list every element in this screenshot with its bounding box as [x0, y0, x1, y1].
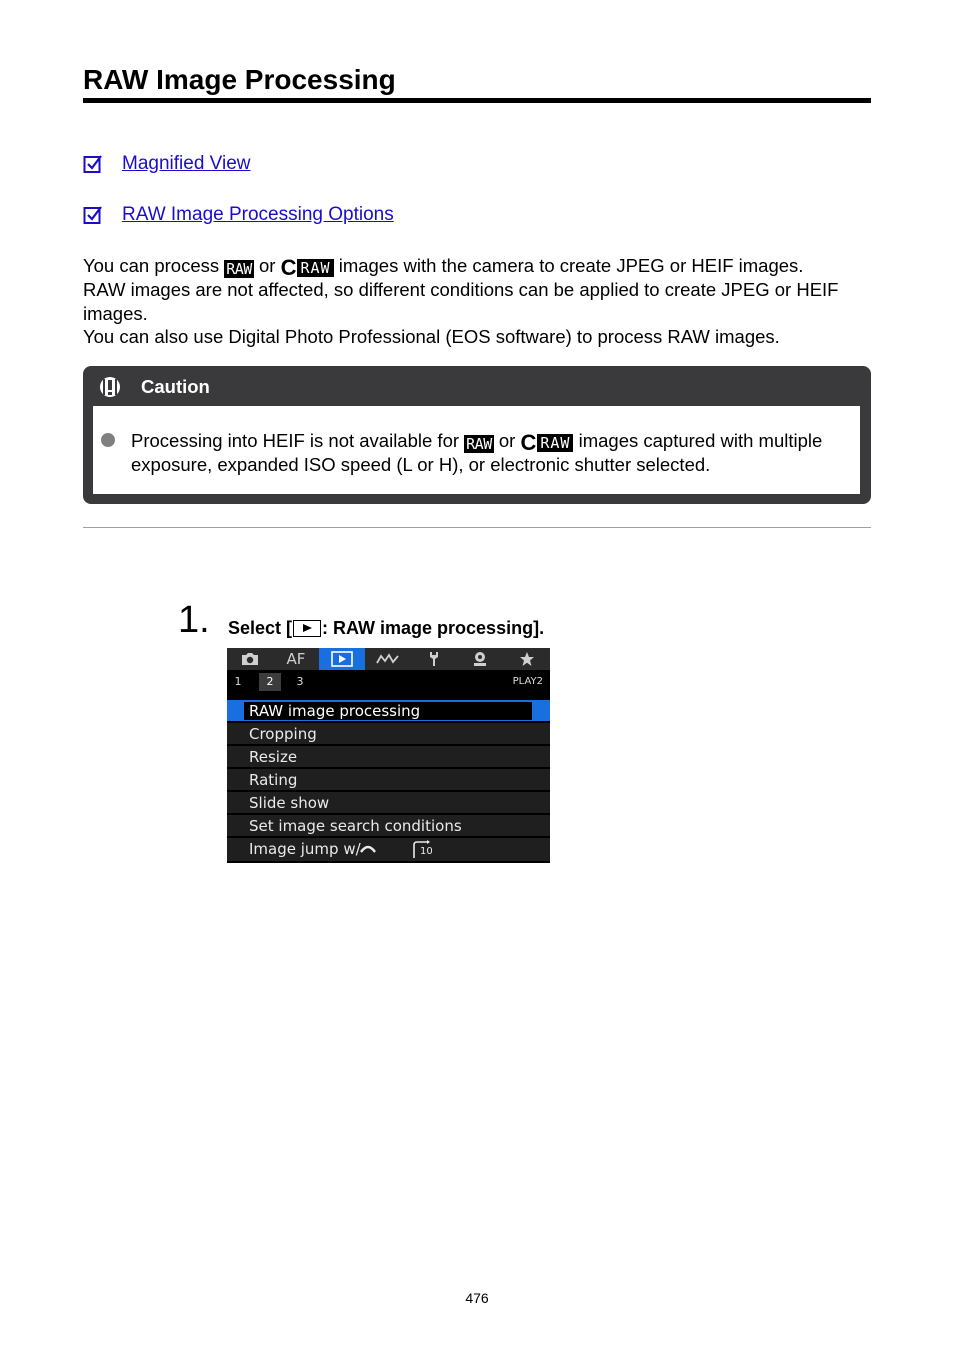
wrench-icon — [427, 651, 441, 667]
link-row-magnified-view — [83, 152, 251, 176]
tab-custom-functions[interactable] — [457, 648, 503, 670]
bullet-icon — [101, 433, 115, 447]
menu-subtab-bar — [227, 670, 550, 694]
tab-af[interactable]: AF — [286, 650, 306, 668]
menu-item-rating[interactable]: Rating — [227, 768, 550, 790]
setup-icon — [471, 651, 489, 667]
checkbox-link-icon — [83, 154, 103, 174]
custom-icon — [376, 653, 400, 665]
tab-setup[interactable] — [411, 648, 457, 670]
page-number: 476 — [465, 1290, 489, 1306]
subtab-2[interactable]: 2 — [259, 673, 281, 691]
raw-icon: RAW — [466, 435, 492, 453]
menu-item-image-search[interactable]: Set image search conditions — [227, 814, 550, 836]
link-magnified-view[interactable]: Magnified View — [122, 153, 251, 174]
dial-icon — [360, 844, 376, 854]
menu-item-cropping[interactable]: Cropping — [227, 722, 550, 744]
step-instruction: Select [ : RAW image processing]. — [228, 618, 545, 638]
menu-item-slide-show[interactable]: Slide show — [227, 791, 550, 813]
caution-text: Processing into HEIF is not available for RAW or C RAW images captured with multiple exposure, expanded ISO speed (L or H), or electronic shutter selected. — [131, 430, 823, 475]
jump-value: 10 — [420, 846, 433, 857]
intro-paragraph — [83, 254, 883, 349]
subtab-1[interactable]: 1 — [234, 675, 242, 688]
caution-icon — [99, 376, 121, 398]
caution-box — [83, 366, 871, 504]
caution-body — [93, 406, 860, 494]
raw-icon: RAW — [226, 260, 252, 278]
caution-header — [99, 375, 210, 399]
divider — [83, 527, 871, 528]
playback-icon — [293, 620, 321, 637]
link-row-raw-options — [83, 203, 394, 227]
page-title: RAW Image Processing — [83, 62, 871, 103]
checkbox-link-icon — [83, 205, 103, 225]
intro-text: RAW images are not affected, so different conditions can be applied to create JPEG or HEIF images. — [83, 279, 839, 324]
subtab-3[interactable]: 3 — [296, 675, 304, 688]
star-icon — [519, 651, 535, 667]
link-raw-processing-options[interactable]: RAW Image Processing Options — [122, 204, 394, 225]
intro-text: or — [253, 255, 281, 276]
craw-icon: C RAW — [281, 258, 334, 278]
menu-tab-bar — [227, 648, 550, 670]
menu-item-image-jump[interactable]: Image jump w/ 10 — [227, 837, 550, 861]
tab-shooting[interactable] — [227, 648, 273, 670]
intro-text: images with the camera to create JPEG or HEIF images. — [333, 255, 804, 276]
step-number: 1. — [178, 599, 210, 641]
tab-custom[interactable] — [365, 648, 411, 670]
camera-menu-screen — [227, 648, 550, 863]
play-icon — [331, 651, 353, 667]
camera-icon — [240, 652, 260, 666]
tab-playback[interactable] — [319, 648, 365, 670]
craw-icon: C RAW — [520, 433, 573, 453]
caution-heading: Caution — [141, 376, 210, 397]
tab-my-menu[interactable] — [504, 648, 550, 670]
menu-page-label: PLAY2 — [512, 676, 543, 687]
intro-text: You can also use Digital Photo Professional (EOS software) to process RAW images. — [83, 326, 780, 347]
menu-item-resize[interactable]: Resize — [227, 745, 550, 767]
intro-text: You can process — [83, 255, 225, 276]
menu-item-raw-image-processing[interactable]: RAW image processing — [227, 699, 550, 721]
